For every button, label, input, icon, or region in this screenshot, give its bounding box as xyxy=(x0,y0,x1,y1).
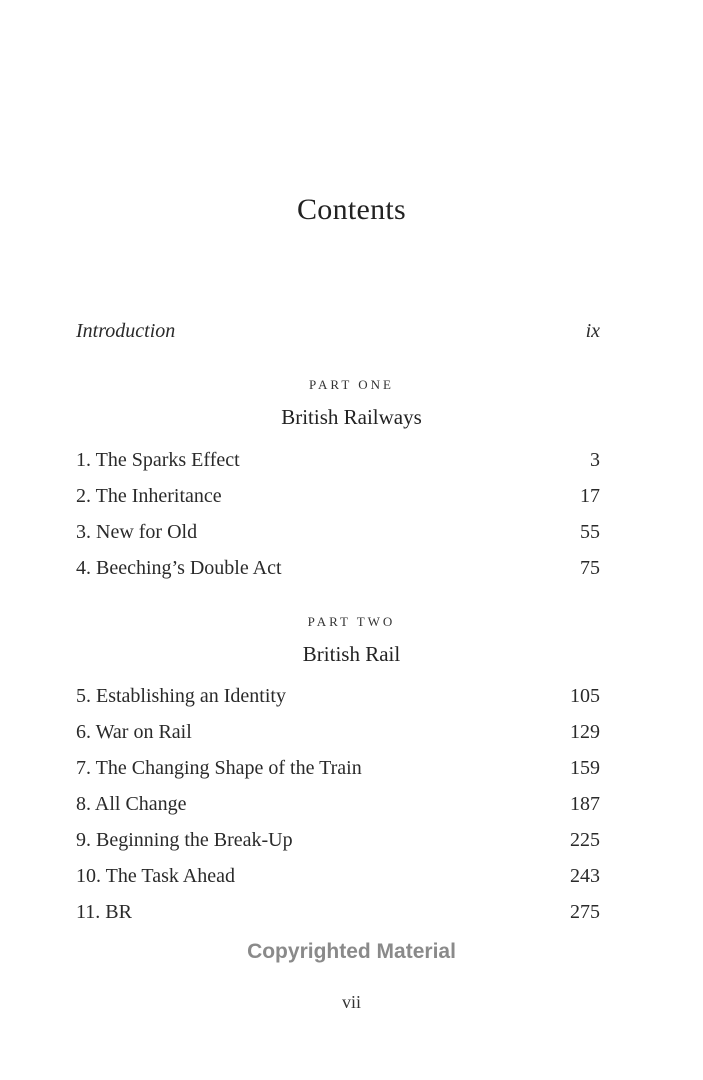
toc-entry-introduction[interactable] xyxy=(76,320,600,350)
toc-entry-title: Introduction xyxy=(76,320,176,342)
toc-entry-page: 55 xyxy=(580,521,600,543)
toc-entry-chapter-1[interactable] xyxy=(76,449,600,479)
copyright-watermark: Copyrighted Material xyxy=(247,940,456,963)
part-one-title: British Railways xyxy=(281,405,422,429)
toc-entry-chapter-2[interactable] xyxy=(76,485,600,515)
toc-entry-page: 105 xyxy=(570,685,600,707)
toc-entry-page: 187 xyxy=(570,793,600,815)
toc-entry-title: 1. The Sparks Effect xyxy=(76,449,240,471)
toc-entry-title: 10. The Task Ahead xyxy=(76,865,235,887)
toc-entry-title: 4. Beeching’s Double Act xyxy=(76,557,282,579)
toc-entry-chapter-4[interactable] xyxy=(76,557,600,587)
toc-entry-page: ix xyxy=(585,320,600,342)
toc-entry-chapter-7[interactable] xyxy=(76,757,600,787)
toc-entry-chapter-9[interactable] xyxy=(76,829,600,859)
toc-entry-title: 11. BR xyxy=(76,901,132,923)
toc-entry-page: 159 xyxy=(570,757,600,779)
toc-entry-title: 7. The Changing Shape of the Train xyxy=(76,757,362,779)
toc-entry-title: 8. All Change xyxy=(76,793,187,815)
toc-entry-title: 6. War on Rail xyxy=(76,721,192,743)
toc-entry-page: 225 xyxy=(570,829,600,851)
toc-entry-page: 243 xyxy=(570,865,600,887)
toc-entry-chapter-6[interactable] xyxy=(76,721,600,751)
toc-entry-page: 17 xyxy=(580,485,600,507)
part-two-title: British Rail xyxy=(302,642,401,666)
toc-entry-title: 9. Beginning the Break-Up xyxy=(76,829,293,851)
part-one-label: PART ONE xyxy=(309,377,394,392)
toc-entry-page: 275 xyxy=(570,901,600,923)
toc-entry-page: 129 xyxy=(570,721,600,743)
toc-entry-chapter-8[interactable] xyxy=(76,793,600,823)
toc-entry-title: 2. The Inheritance xyxy=(76,485,222,507)
page-title: Contents xyxy=(296,193,407,226)
toc-entry-title: 5. Establishing an Identity xyxy=(76,685,286,707)
toc-entry-chapter-11[interactable] xyxy=(76,901,600,931)
part-two-label: PART TWO xyxy=(307,614,396,629)
toc-entry-page: 75 xyxy=(580,557,600,579)
toc-entry-chapter-10[interactable] xyxy=(76,865,600,895)
page-number: vii xyxy=(341,992,361,1012)
toc-entry-chapter-5[interactable] xyxy=(76,685,600,715)
toc-entry-chapter-3[interactable] xyxy=(76,521,600,551)
toc-entry-title: 3. New for Old xyxy=(76,521,198,543)
toc-entry-page: 3 xyxy=(590,449,600,471)
